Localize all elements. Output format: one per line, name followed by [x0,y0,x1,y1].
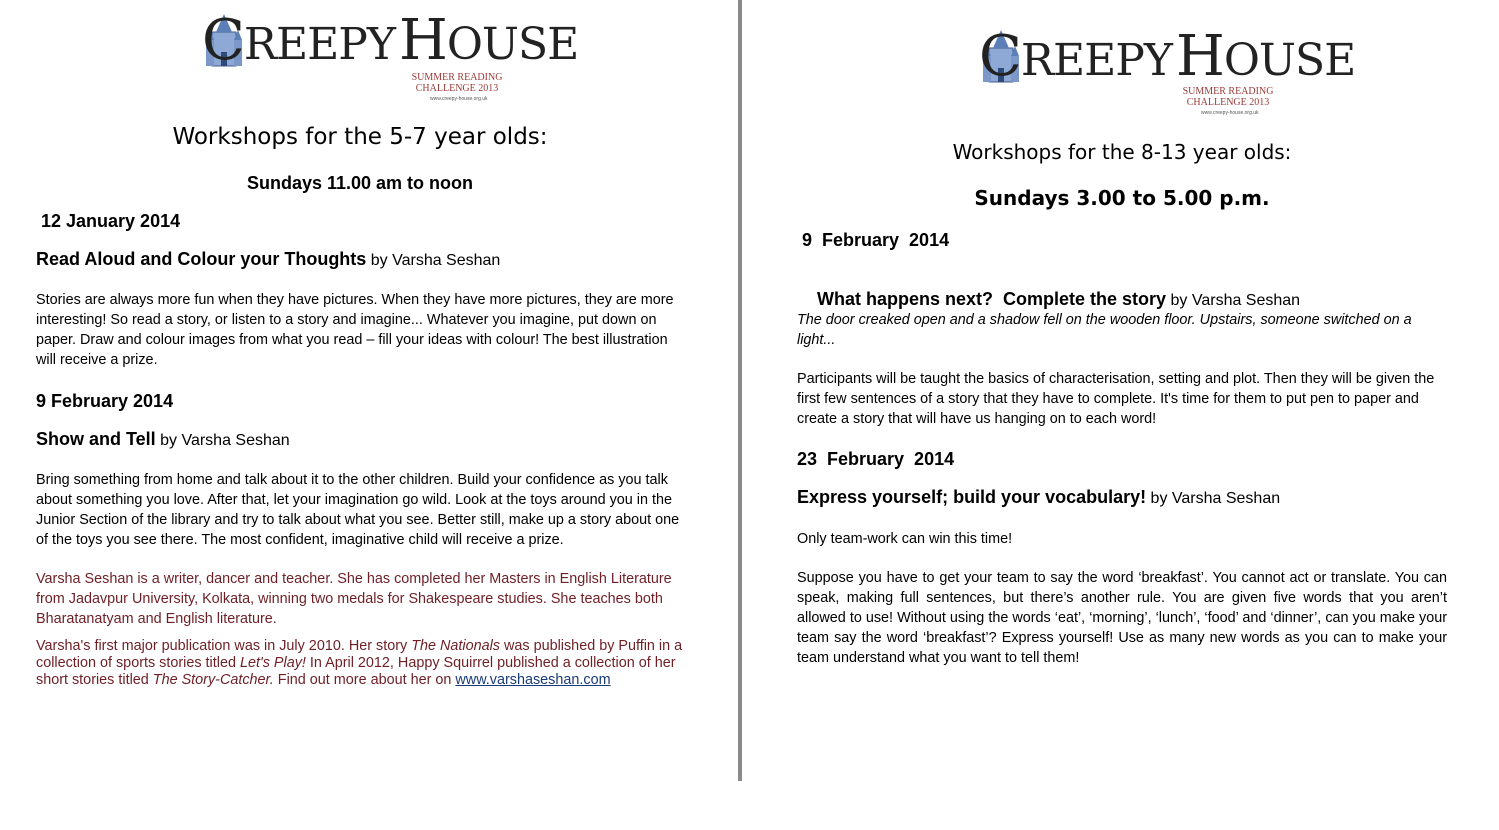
logo-title: CREEPY HOUSE [979,24,1356,89]
session-date: 12 January 2014 [41,211,181,231]
workshop-time: Sundays 3.00 to 5.00 p.m. [974,186,1270,210]
author-publications: Varsha's first major publication was in July 2010. Her story The Nationals was published by Puffin in a collection of sports stories titled Let's Play! In April 2012, Happy Squirrel published a collection of her short stories titled The Story-Catcher. Find out more about her on www.varshaseshan.com [36,638,683,688]
page-divider [738,0,742,781]
logo-url: www.creepy-house.org.uk [430,96,488,102]
session-title: Read Aloud and Colour your Thoughts by Varsha Seshan [36,249,501,269]
session-title: Show and Tell by Varsha Seshan [36,429,290,449]
workshop-heading: Workshops for the 8-13 year olds: [952,140,1292,164]
session-date: 9 February 2014 [36,391,174,411]
creepy-house-logo [202,8,579,113]
workshop-heading: Workshops for the 5-7 year olds: [172,124,548,150]
logo-subtitle: SUMMER READING CHALLENGE 2013 [411,72,503,94]
logo-title: CREEPY HOUSE [202,8,579,73]
session-description: Bring something from home and talk about it to the other children. Build your confidence as you talk about something you love. After that, let your imagination go wild. Look at the toys around you in the Junior Section of the library and try to talk about what you see. Better still, make up a story about one of the toys you see there. The most confident, imaginative child will receive a prize. [36,472,680,548]
logo-url: www.creepy-house.org.uk [1201,110,1259,116]
session-intro: The door creaked open and a shadow fell on the wooden floor. Upstairs, someone switched on a light... [797,312,1412,348]
logo-subtitle: SUMMER READING CHALLENGE 2013 [1182,86,1274,108]
session-description: Suppose you have to get your team to say the word ‘breakfast’. You cannot act or translate. You can speak, making full sentences, but there’s another rule. You are given five words that you aren’t allowed to use! Without using the words ‘eat’, ‘morning’, ‘lunch’, ‘food’ and ‘dinner’, can you make your team say the word ‘breakfast’? Express yourself! Use as many new words as you can to make your team understand what you want to tell them! [797,570,1447,666]
author-website-link[interactable]: www.varshaseshan.com [455,672,611,688]
session-date: 9 February 2014 [802,230,950,250]
session-intro: Only team-work can win this time! [797,531,1013,547]
session-title: Express yourself; build your vocabulary! by Varsha Seshan [797,487,1281,507]
session-description: Participants will be taught the basics of characterisation, setting and plot. Then they will be given the first few sentences of a story that they have to complete. It's time for them to put pen to paper and create a story that will have us hanging on to each word! [797,371,1435,427]
session-date: 23 February 2014 [797,449,955,469]
session-title: What happens next? Complete the story by Varsha Seshan [817,289,1301,309]
author-bio: Varsha Seshan is a writer, dancer and teacher. She has completed her Masters in English Literature from Jadavpur University, Kolkata, winning two medals for Shakespeare studies. She teaches both Bharatanatyam and English literature. [36,571,672,627]
workshop-time: Sundays 11.00 am to noon [246,173,474,193]
session-description: Stories are always more fun when they have pictures. When they have more pictures, they are more interesting! So read a story, or listen to a story and imagine... Whatever you imagine, put down on paper. Draw and colour images from what you read – fill your ideas with colour! The best illustration will receive a prize. [36,292,674,368]
creepy-house-logo [979,24,1356,124]
